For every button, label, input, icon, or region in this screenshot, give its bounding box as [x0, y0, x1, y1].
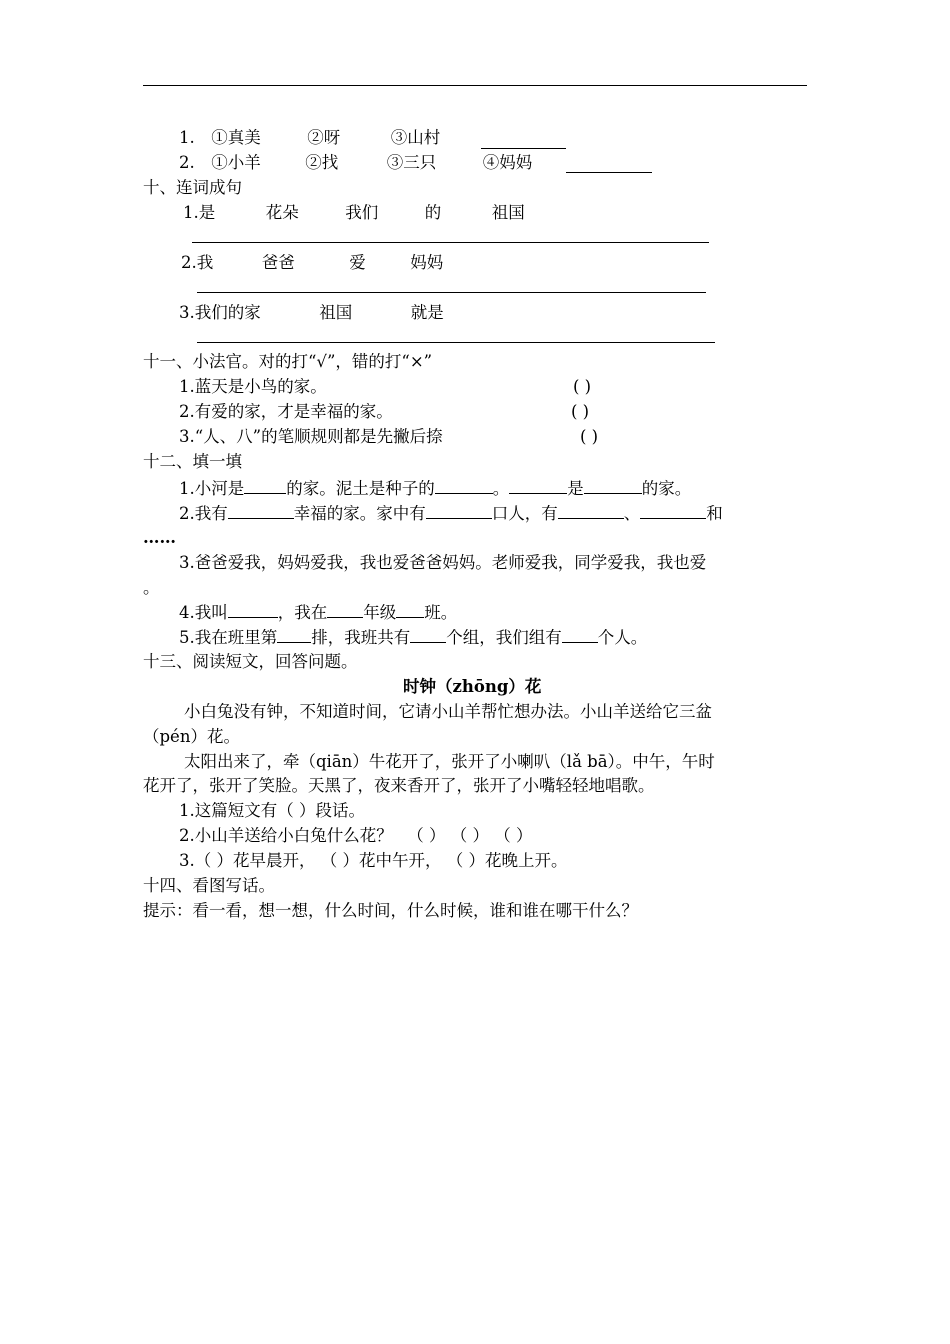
- q11-2-answer-paren[interactable]: ( ): [571, 402, 590, 421]
- q11-2-text: 2.有爱的家，才是幸福的家。: [179, 402, 393, 421]
- q12-4-part-b: ，我在: [277, 603, 328, 622]
- q13-2-answer-1[interactable]: （ ）: [407, 826, 446, 845]
- q10-1-number: 1.: [183, 203, 199, 222]
- q11-3-text: 3.“人、八”的笔顺规则都是先撇后捺: [179, 427, 443, 446]
- q12-4-part-d: 班。: [424, 603, 458, 622]
- q12-2-part-c: 口人，有: [491, 504, 558, 523]
- q12-1-blank-2[interactable]: [435, 477, 493, 494]
- q12-1-blank-4[interactable]: [584, 477, 642, 494]
- section13-heading: 十三、阅读短文，回答问题。: [143, 652, 358, 671]
- q12-1-part-a: 1.小河是: [179, 479, 245, 498]
- q13-2-text: 2.小山羊送给小白兔什么花？: [179, 826, 393, 845]
- q12-2-part-d: 、: [623, 504, 641, 523]
- q12-1-part-b: 的家。泥土是种子的: [286, 479, 435, 498]
- q12-1-blank-1[interactable]: [244, 477, 286, 494]
- q12-2-part-e: 和: [706, 504, 723, 523]
- passage-p1-line1: 小白兔没有钟，不知道时间，它请小山羊帮忙想办法。小山羊送给它三盆: [184, 702, 712, 721]
- q9-2-option-3: ③三只: [386, 153, 437, 172]
- q13-3-noon[interactable]: （ ）花中午开，: [320, 851, 442, 870]
- q10-3-number: 3.: [179, 303, 195, 322]
- q10-1-answer-line[interactable]: [192, 242, 709, 243]
- q13-3-night[interactable]: （ ）花晚上开。: [446, 851, 568, 870]
- q9-2-option-2: ②找: [305, 153, 339, 172]
- q10-1-word-1: 是: [198, 203, 216, 222]
- q12-1-blank-3[interactable]: [509, 477, 567, 494]
- q10-1: [183, 202, 525, 224]
- q10-2-word-2: 爸爸: [261, 253, 295, 272]
- q13-3: [179, 850, 568, 872]
- q13-2: [179, 825, 533, 847]
- passage-p2-line2: 花开了，张开了笑脸。天黑了，夜来香开了，张开了小嘴轻轻地唱歌。: [143, 776, 655, 795]
- passage-title: 时钟（zhōng）花: [403, 677, 542, 696]
- q12-4: [179, 601, 457, 624]
- q9-1-option-3: ③山村: [390, 128, 441, 147]
- q12-2-blank-4[interactable]: [640, 502, 706, 519]
- q10-3-word-3: 就是: [410, 303, 444, 322]
- q11-1-text: 1.蓝天是小鸟的家。: [179, 377, 327, 396]
- q10-3-answer-line[interactable]: [197, 342, 715, 343]
- q12-4-part-c: 年级: [363, 603, 397, 622]
- q13-2-answer-3[interactable]: （ ）: [494, 826, 533, 845]
- q10-2-word-3: 爱: [349, 253, 366, 272]
- q12-5-part-b: 排，我班共有: [311, 628, 411, 647]
- q10-3-word-2: 祖国: [319, 303, 353, 322]
- q9-2-answer-line[interactable]: [566, 172, 652, 173]
- q9-1: [179, 127, 440, 149]
- q11-3-answer-paren[interactable]: ( ): [580, 427, 599, 446]
- q12-1-part-d: 是: [567, 479, 584, 498]
- q9-1-option-1: ①真美: [211, 128, 261, 147]
- q12-3-continuation: 。: [143, 578, 160, 597]
- q12-5-blank-3[interactable]: [562, 626, 598, 643]
- q13-1: 1.这篇短文有（ ）段话。: [179, 801, 365, 820]
- q12-1-part-c: 。: [492, 479, 510, 498]
- q12-2-part-b: 幸福的家。家中有: [293, 504, 426, 523]
- q9-2-number: 2.: [179, 153, 195, 172]
- section10-heading: 十、连词成句: [143, 178, 242, 197]
- q12-2-blank-1[interactable]: [228, 502, 294, 519]
- q10-1-word-5: 祖国: [491, 203, 525, 222]
- passage-p1-line2: （pén）花。: [143, 727, 240, 746]
- q12-4-blank-1[interactable]: [228, 601, 278, 618]
- q9-2-option-1: ①小羊: [211, 153, 261, 172]
- q9-1-number: 1.: [179, 128, 195, 147]
- q10-3-word-1: 我们的家: [194, 303, 261, 322]
- q12-1: [179, 477, 691, 500]
- q12-5-part-c: 个组，我们组有: [446, 628, 562, 647]
- header-rule: [143, 85, 807, 86]
- q13-3-morning[interactable]: 3.（ ）花早晨开，: [179, 851, 316, 870]
- q9-1-option-2: ②呀: [307, 128, 341, 147]
- q12-3-text: 3.爸爸爱我，妈妈爱我，我也爱爸爸妈妈。老师爱我，同学爱我，我也爱: [179, 553, 707, 572]
- q10-2-answer-line[interactable]: [197, 292, 706, 293]
- section14-hint: 提示：看一看，想一想，什么时间，什么时候，谁和谁在哪干什么？: [143, 901, 638, 920]
- q12-4-blank-3[interactable]: [396, 601, 424, 618]
- q9-2: [179, 152, 532, 174]
- q9-2-option-4: ④妈妈: [482, 153, 533, 172]
- q10-3: [179, 302, 444, 324]
- q10-2: [181, 252, 443, 274]
- q10-2-word-4: 妈妈: [410, 253, 444, 272]
- q10-1-word-3: 我们: [345, 203, 379, 222]
- q12-2-blank-3[interactable]: [558, 502, 624, 519]
- q12-2: [179, 502, 723, 525]
- q10-2-word-1: 我: [196, 253, 214, 272]
- q10-1-word-4: 的: [424, 203, 442, 222]
- q9-1-answer-line[interactable]: [481, 148, 566, 149]
- section12-heading: 十二、填一填: [143, 452, 242, 471]
- q12-5-part-a: 5.我在班里第: [179, 628, 278, 647]
- section14-heading: 十四、看图写话。: [143, 876, 275, 895]
- q10-1-word-2: 花朵: [265, 203, 299, 222]
- q10-2-number: 2.: [181, 253, 197, 272]
- q12-5-blank-2[interactable]: [410, 626, 446, 643]
- section11-heading: 十一、小法官。对的打“√”，错的打“×”: [143, 352, 433, 371]
- q11-1-answer-paren[interactable]: ( ): [573, 377, 592, 396]
- q12-5-part-d: 个人。: [597, 628, 648, 647]
- q12-4-part-a: 4.我叫: [179, 603, 228, 622]
- q12-1-part-e: 的家。: [641, 479, 692, 498]
- q12-4-blank-2[interactable]: [327, 601, 363, 618]
- q12-5: [179, 626, 647, 649]
- q13-2-answer-2[interactable]: （ ）: [450, 826, 489, 845]
- q12-2-blank-2[interactable]: [426, 502, 492, 519]
- passage-p2-line1: 太阳出来了，牵（qiān）牛花开了，张开了小喇叭（lǎ bā）。中午，午时: [184, 752, 715, 771]
- q12-2-continuation: ……: [143, 528, 176, 547]
- q12-5-blank-1[interactable]: [277, 626, 311, 643]
- q12-2-part-a: 2.我有: [179, 504, 228, 523]
